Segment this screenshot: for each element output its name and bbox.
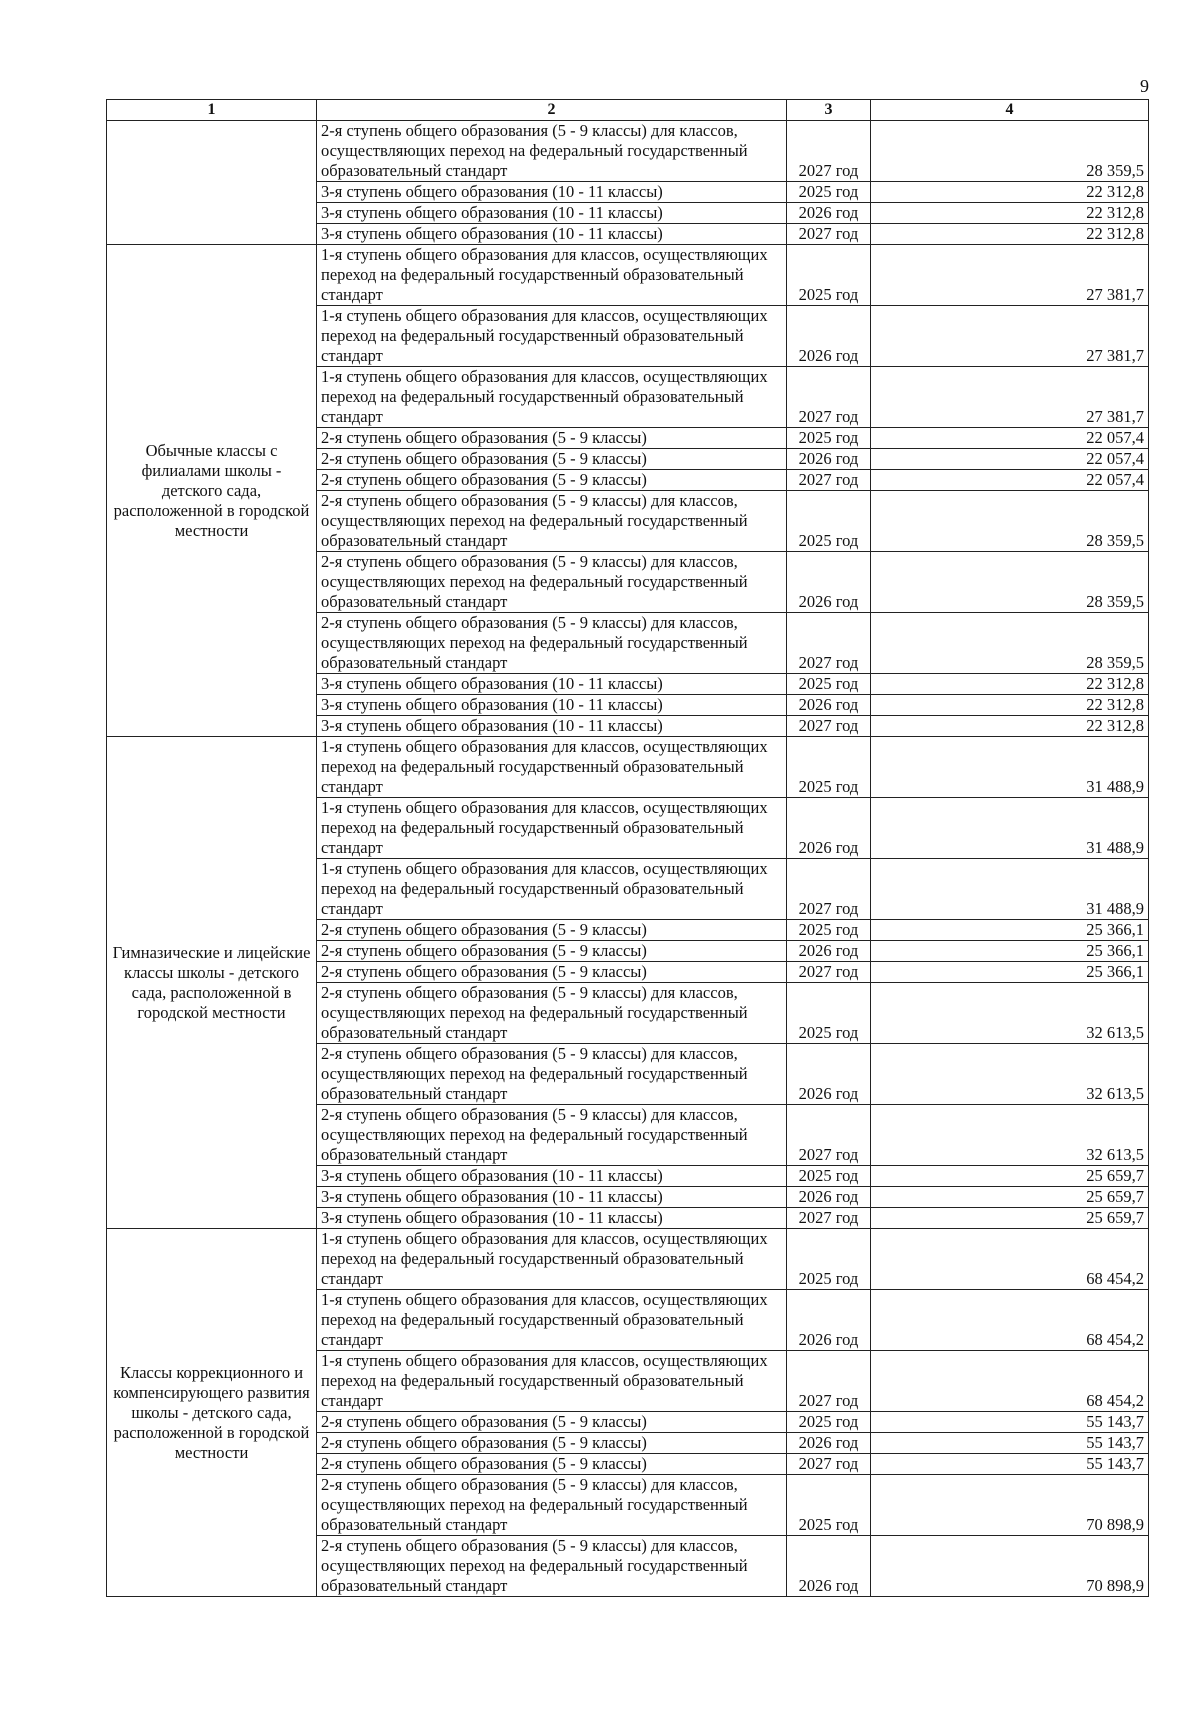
column-header: 1 — [107, 100, 317, 121]
value-cell: 68 454,2 — [871, 1290, 1149, 1351]
education-level-cell: 2-я ступень общего образования (5 - 9 классы) — [317, 1454, 787, 1475]
year-cell: 2026 год — [787, 449, 871, 470]
year-cell: 2025 год — [787, 983, 871, 1044]
column-header: 2 — [317, 100, 787, 121]
value-cell: 28 359,5 — [871, 613, 1149, 674]
education-level-cell: 2-я ступень общего образования (5 - 9 классы) для классов, осуществляющих переход на федеральный государственный образовательный стандарт — [317, 491, 787, 552]
value-cell: 25 659,7 — [871, 1166, 1149, 1187]
year-cell: 2025 год — [787, 1412, 871, 1433]
value-cell: 22 312,8 — [871, 203, 1149, 224]
year-cell: 2027 год — [787, 224, 871, 245]
year-cell: 2026 год — [787, 941, 871, 962]
education-level-cell: 3-я ступень общего образования (10 - 11 классы) — [317, 224, 787, 245]
education-level-cell: 2-я ступень общего образования (5 - 9 классы) — [317, 428, 787, 449]
education-level-cell: 3-я ступень общего образования (10 - 11 классы) — [317, 695, 787, 716]
value-cell: 31 488,9 — [871, 737, 1149, 798]
year-cell: 2025 год — [787, 1166, 871, 1187]
value-cell: 68 454,2 — [871, 1229, 1149, 1290]
page-number: 9 — [1140, 76, 1149, 96]
value-cell: 28 359,5 — [871, 491, 1149, 552]
value-cell: 70 898,9 — [871, 1475, 1149, 1536]
year-cell: 2025 год — [787, 1229, 871, 1290]
category-cell: Обычные классы с филиалами школы - детского сада, расположенной в городской местности — [107, 245, 317, 737]
year-cell: 2025 год — [787, 245, 871, 306]
category-cell: Гимназические и лицейские классы школы - детского сада, расположенной в городской местности — [107, 737, 317, 1229]
education-level-cell: 2-я ступень общего образования (5 - 9 классы) — [317, 920, 787, 941]
value-cell: 22 057,4 — [871, 449, 1149, 470]
year-cell: 2025 год — [787, 920, 871, 941]
table-header-row — [107, 100, 1149, 121]
value-cell: 68 454,2 — [871, 1351, 1149, 1412]
education-level-cell: 1-я ступень общего образования для классов, осуществляющих переход на федеральный государственный образовательный стандарт — [317, 367, 787, 428]
value-cell: 32 613,5 — [871, 1044, 1149, 1105]
year-cell: 2025 год — [787, 737, 871, 798]
education-level-cell: 3-я ступень общего образования (10 - 11 классы) — [317, 203, 787, 224]
education-level-cell: 1-я ступень общего образования для классов, осуществляющих переход на федеральный государственный образовательный стандарт — [317, 859, 787, 920]
value-cell: 32 613,5 — [871, 1105, 1149, 1166]
value-cell: 22 312,8 — [871, 674, 1149, 695]
column-header: 3 — [787, 100, 871, 121]
table-row — [107, 1229, 1149, 1290]
year-cell: 2026 год — [787, 552, 871, 613]
year-cell: 2026 год — [787, 798, 871, 859]
year-cell: 2026 год — [787, 1290, 871, 1351]
table-body — [107, 121, 1149, 1597]
value-cell: 22 057,4 — [871, 470, 1149, 491]
year-cell: 2026 год — [787, 1187, 871, 1208]
year-cell: 2027 год — [787, 613, 871, 674]
year-cell: 2027 год — [787, 1454, 871, 1475]
category-cell: Классы коррекционного и компенсирующего развития школы - детского сада, расположенной в городской местности — [107, 1229, 317, 1597]
education-level-cell: 1-я ступень общего образования для классов, осуществляющих переход на федеральный государственный образовательный стандарт — [317, 306, 787, 367]
education-level-cell: 1-я ступень общего образования для классов, осуществляющих переход на федеральный государственный образовательный стандарт — [317, 245, 787, 306]
education-level-cell: 2-я ступень общего образования (5 - 9 классы) для классов, осуществляющих переход на федеральный государственный образовательный стандарт — [317, 1475, 787, 1536]
education-level-cell: 2-я ступень общего образования (5 - 9 классы) — [317, 962, 787, 983]
education-level-cell: 2-я ступень общего образования (5 - 9 классы) для классов, осуществляющих переход на федеральный государственный образовательный стандарт — [317, 1105, 787, 1166]
education-level-cell: 2-я ступень общего образования (5 - 9 классы) для классов, осуществляющих переход на федеральный государственный образовательный стандарт — [317, 552, 787, 613]
year-cell: 2026 год — [787, 203, 871, 224]
year-cell: 2025 год — [787, 182, 871, 203]
education-level-cell: 3-я ступень общего образования (10 - 11 классы) — [317, 1208, 787, 1229]
value-cell: 28 359,5 — [871, 552, 1149, 613]
value-cell: 55 143,7 — [871, 1454, 1149, 1475]
value-cell: 27 381,7 — [871, 245, 1149, 306]
value-cell: 70 898,9 — [871, 1536, 1149, 1597]
column-header: 4 — [871, 100, 1149, 121]
education-level-cell: 3-я ступень общего образования (10 - 11 классы) — [317, 1166, 787, 1187]
year-cell: 2026 год — [787, 306, 871, 367]
education-level-cell: 3-я ступень общего образования (10 - 11 классы) — [317, 182, 787, 203]
education-level-cell: 2-я ступень общего образования (5 - 9 классы) — [317, 449, 787, 470]
education-level-cell: 2-я ступень общего образования (5 - 9 классы) для классов, осуществляющих переход на федеральный государственный образовательный стандарт — [317, 121, 787, 182]
value-cell: 55 143,7 — [871, 1433, 1149, 1454]
value-cell: 27 381,7 — [871, 306, 1149, 367]
year-cell: 2025 год — [787, 674, 871, 695]
value-cell: 31 488,9 — [871, 798, 1149, 859]
table-row — [107, 245, 1149, 306]
year-cell: 2026 год — [787, 1433, 871, 1454]
year-cell: 2027 год — [787, 716, 871, 737]
value-cell: 22 312,8 — [871, 182, 1149, 203]
education-level-cell: 1-я ступень общего образования для классов, осуществляющих переход на федеральный государственный образовательный стандарт — [317, 737, 787, 798]
value-cell: 25 366,1 — [871, 962, 1149, 983]
value-cell: 22 312,8 — [871, 224, 1149, 245]
value-cell: 22 312,8 — [871, 695, 1149, 716]
year-cell: 2027 год — [787, 367, 871, 428]
education-level-cell: 1-я ступень общего образования для классов, осуществляющих переход на федеральный государственный образовательный стандарт — [317, 1290, 787, 1351]
year-cell: 2027 год — [787, 1351, 871, 1412]
value-cell: 22 057,4 — [871, 428, 1149, 449]
value-cell: 25 659,7 — [871, 1208, 1149, 1229]
year-cell: 2027 год — [787, 121, 871, 182]
year-cell: 2026 год — [787, 1536, 871, 1597]
tariff-table — [106, 99, 1149, 1597]
year-cell: 2026 год — [787, 1044, 871, 1105]
education-level-cell: 2-я ступень общего образования (5 - 9 классы) — [317, 1433, 787, 1454]
education-level-cell: 2-я ступень общего образования (5 - 9 классы) — [317, 470, 787, 491]
education-level-cell: 1-я ступень общего образования для классов, осуществляющих переход на федеральный государственный образовательный стандарт — [317, 798, 787, 859]
value-cell: 55 143,7 — [871, 1412, 1149, 1433]
category-cell — [107, 121, 317, 245]
value-cell: 28 359,5 — [871, 121, 1149, 182]
education-level-cell: 2-я ступень общего образования (5 - 9 классы) — [317, 1412, 787, 1433]
value-cell: 25 366,1 — [871, 941, 1149, 962]
education-level-cell: 2-я ступень общего образования (5 - 9 классы) для классов, осуществляющих переход на федеральный государственный образовательный стандарт — [317, 1044, 787, 1105]
value-cell: 27 381,7 — [871, 367, 1149, 428]
year-cell: 2027 год — [787, 859, 871, 920]
value-cell: 25 659,7 — [871, 1187, 1149, 1208]
year-cell: 2025 год — [787, 491, 871, 552]
education-level-cell: 2-я ступень общего образования (5 - 9 классы) — [317, 941, 787, 962]
education-level-cell: 1-я ступень общего образования для классов, осуществляющих переход на федеральный государственный образовательный стандарт — [317, 1351, 787, 1412]
education-level-cell: 3-я ступень общего образования (10 - 11 классы) — [317, 674, 787, 695]
year-cell: 2027 год — [787, 962, 871, 983]
table-row — [107, 737, 1149, 798]
value-cell: 31 488,9 — [871, 859, 1149, 920]
year-cell: 2027 год — [787, 1208, 871, 1229]
year-cell: 2027 год — [787, 1105, 871, 1166]
value-cell: 22 312,8 — [871, 716, 1149, 737]
year-cell: 2026 год — [787, 695, 871, 716]
year-cell: 2025 год — [787, 1475, 871, 1536]
year-cell: 2027 год — [787, 470, 871, 491]
education-level-cell: 3-я ступень общего образования (10 - 11 классы) — [317, 716, 787, 737]
education-level-cell: 3-я ступень общего образования (10 - 11 классы) — [317, 1187, 787, 1208]
education-level-cell: 2-я ступень общего образования (5 - 9 классы) для классов, осуществляющих переход на федеральный государственный образовательный стандарт — [317, 613, 787, 674]
value-cell: 25 366,1 — [871, 920, 1149, 941]
value-cell: 32 613,5 — [871, 983, 1149, 1044]
education-level-cell: 2-я ступень общего образования (5 - 9 классы) для классов, осуществляющих переход на федеральный государственный образовательный стандарт — [317, 1536, 787, 1597]
education-level-cell: 1-я ступень общего образования для классов, осуществляющих переход на федеральный государственный образовательный стандарт — [317, 1229, 787, 1290]
year-cell: 2025 год — [787, 428, 871, 449]
table-row — [107, 121, 1149, 182]
education-level-cell: 2-я ступень общего образования (5 - 9 классы) для классов, осуществляющих переход на федеральный государственный образовательный стандарт — [317, 983, 787, 1044]
